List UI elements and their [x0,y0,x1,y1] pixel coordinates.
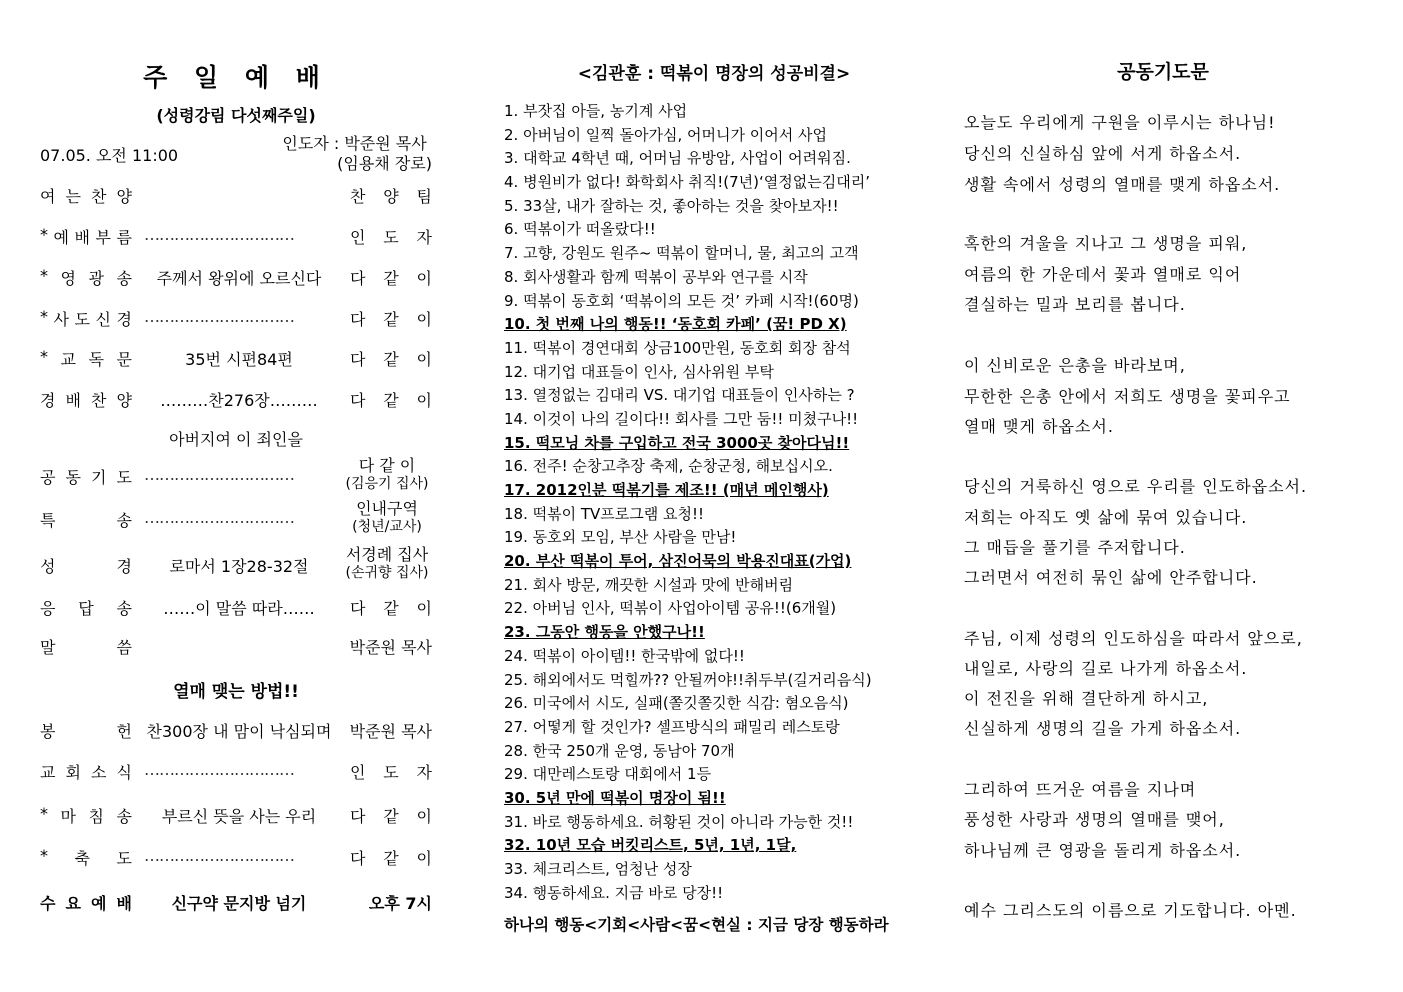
prayer-title: 공동기도문 [1117,61,1209,83]
prayer-line: 무한한 은총 안에서 저희도 생명을 꽃피우고 [964,387,1291,406]
story-item: 30. 5년 만에 떡볶이 명장이 됨!! [504,788,726,807]
order-person: 다 같 이 [350,807,432,826]
story-item: 27. 어떻게 할 것인가? 셀프방식의 패밀리 레스토랑 [504,717,840,736]
order-label: 여 는 찬 양 [40,187,132,206]
order-label: 응 답 송 [40,599,132,618]
story-item: 6. 떡볶이가 떠올랐다!! [504,220,656,239]
leader-dots: ………………………… [144,846,294,865]
story-item: 16. 전주! 순창고추장 축제, 순창군청, 해보십시오. [504,457,833,476]
prayer-line: 하나님께 큰 영광을 돌리게 하옵소서. [964,841,1242,860]
story-item: 19. 동호외 모임, 부산 사람을 만남! [504,528,737,547]
story-item: 10. 첫 번째 나의 행동!! ‘동호회 카페’ (꿈! PD X) [504,315,847,334]
order-row [40,456,432,492]
order-row [40,596,432,622]
order-person-main: 다 같 이 [358,456,416,475]
story-item: 25. 해외에서도 먹힐까?? 안될꺼야!!취두부(길거리음식) [504,670,872,689]
story-item: 18. 떡볶이 TV프로그램 요청!! [504,504,705,523]
leader-sub: (임용채 장로) [337,154,432,173]
order-row [40,499,432,535]
order-label: * 마 침 송 [40,804,132,826]
wednesday-service-row [40,891,432,917]
wednesday-topic: 신구약 문지방 넘기 [171,894,307,913]
story-item: 3. 대학교 4학년 때, 어머님 유방암, 사업이 어려워짐. [504,149,851,168]
leader-dots: ………………………… [144,760,294,779]
order-person: 다 같 이 [350,310,432,329]
story-item: 4. 병원비가 없다! 화학회사 취직!(7년)‘열정없는김대리’ [504,173,870,192]
story-item: 24. 떡볶이 아이템!! 한국밖에 없다!! [504,646,745,665]
order-row [40,635,432,661]
order-person: 찬 양 팀 [350,187,432,206]
order-person [342,500,432,536]
leader-dots: ………………………… [144,508,294,527]
order-label: 성 경 [40,557,132,576]
story-item: 15. 떡모닝 차를 구입하고 전국 3000곳 찾아다님!! [504,433,850,452]
order-content: 로마서 1장28-32절 [169,557,309,576]
story-item: 23. 그동안 행동을 안했구나!! [504,623,705,642]
story-item: 14. 이것이 나의 길이다!! 회사를 그만 둠!! 미쳤구나!! [504,409,859,428]
order-person: 인 도 자 [350,763,432,782]
order-content: ……이 말씀 따라…… [163,599,315,618]
story-item: 31. 바로 행동하세요. 허황된 것이 아니라 가능한 것!! [504,812,854,831]
worship-date: 07.05. 오전 11:00 [40,146,179,165]
order-row [40,846,432,872]
story-item: 2. 아버님이 일찍 돌아가심, 어머니가 이어서 사업 [504,125,827,144]
prayer-line: 예수 그리스도의 이름으로 기도합니다. 아멘. [964,901,1297,920]
story-item: 8. 회사생활과 함께 떡볶이 공부와 연구를 시작 [504,267,808,286]
prayer-line: 신실하게 생명의 길을 가게 하옵소서. [964,719,1242,738]
story-title: <김관훈 : 떡볶이 명장의 성공비결> [577,64,851,84]
story-item: 7. 고향, 강원도 원주~ 떡볶이 할머니, 물, 최고의 고객 [504,244,859,263]
order-content: ………찬276장……… [160,391,318,410]
story-item: 34. 행동하세요. 지금 바로 당장!! [504,883,724,902]
prayer-line: 열매 맺게 하옵소서. [964,417,1114,436]
order-label: 공 동 기 도 [40,468,132,487]
order-row [40,347,432,373]
order-person: 박준원 목사 [349,638,432,657]
order-content: 35번 시편84편 [185,350,293,369]
order-row [40,184,432,210]
prayer-line: 혹한의 겨울을 지나고 그 생명을 피워, [964,234,1248,253]
story-item: 13. 열정없는 김대리 VS. 대기업 대표들이 인사하는 ? [504,386,855,405]
worship-leader [277,134,432,174]
prayer-line: 그러면서 여전히 묶인 삶에 안주합니다. [964,568,1258,587]
order-person: 박준원 목사 [349,722,432,741]
story-item: 22. 아버님 인사, 떡볶이 사업아이템 공유!!(6개월) [504,599,837,618]
order-person-sub: (김응기 집사) [345,476,429,492]
prayer-line: 당신의 신실하심 앞에 서게 하옵소서. [964,144,1242,163]
order-label: * 사 도 신 경 [40,307,132,329]
leader-dots: ………………………… [144,307,294,326]
story-item: 32. 10년 모습 버킷리스트, 5년, 1년, 1달, [504,836,797,855]
order-person: 다 같 이 [350,391,432,410]
story-item: 29. 대만레스토랑 대회에서 1등 [504,765,712,784]
order-person: 다 같 이 [350,269,432,288]
order-person-sub: (손귀향 집사) [345,565,429,581]
prayer-line: 내일로, 사랑의 길로 나가게 하옵소서. [964,659,1248,678]
order-content: 부르신 뜻을 사는 우리 [161,807,317,826]
order-person: 다 같 이 [350,599,432,618]
prayer-line: 생활 속에서 성령의 열매를 맺게 하옵소서. [964,175,1281,194]
wednesday-time: 오후 7시 [368,894,432,913]
wednesday-label: 수 요 예 배 [40,894,132,913]
order-label: 특 송 [40,511,132,530]
order-person: 인 도 자 [350,228,432,247]
story-item: 26. 미국에서 시도, 실패(쫄깃쫄깃한 식감: 혐오음식) [504,694,849,713]
story-item: 1. 부잣집 아들, 농기계 사업 [504,102,688,120]
order-label: * 교 독 문 [40,347,132,369]
story-item: 17. 2012인분 떡볶기를 제조!! (매년 메인행사) [504,481,829,499]
order-row [40,388,432,414]
prayer-line: 저희는 아직도 옛 삶에 묶여 있습니다. [964,508,1248,527]
prayer-line: 주님, 이제 성령의 인도하심을 따라서 앞으로, [964,629,1303,648]
order-content: 주께서 왕위에 오르신다 [156,269,322,288]
order-person [342,546,432,582]
story-item: 28. 한국 250개 운영, 동남아 70개 [504,741,735,760]
leader-label: 인도자 : 박준원 목사 [282,134,427,153]
order-label: * 영 광 송 [40,266,132,288]
story-list [504,100,872,905]
order-row [40,545,432,581]
order-row [40,225,432,251]
leader-dots: ………………………… [144,465,294,484]
prayer-line: 여름의 한 가운데서 꽃과 열매로 익어 [964,265,1242,284]
story-item: 12. 대기업 대표들이 인사, 심사위원 부탁 [504,362,774,381]
order-label: 말 씀 [40,638,132,657]
order-label: * 축 도 [40,846,132,868]
order-person: 다 같 이 [350,849,432,868]
order-label: 봉 헌 [40,722,132,741]
prayer-line: 이 전진을 위해 결단하게 하시고, [964,689,1209,708]
prayer-line: 그리하여 뜨거운 여름을 지나며 [964,780,1197,799]
order-person-main: 인내구역 [356,499,418,518]
order-label: 경 배 찬 양 [40,391,132,410]
order-person [342,457,432,493]
praise-song-title: 아버지여 이 죄인을 [169,430,303,449]
worship-subtitle: (성령강림 다섯째주일) [156,106,316,125]
story-footer: 하나의 행동<기회<사람<꿈<현실 : 지금 당장 행동하라 [504,916,889,934]
order-row [40,719,432,745]
order-label: 교 회 소 식 [40,763,132,782]
order-person-sub: (청년/교사) [352,519,422,535]
prayer-line: 오늘도 우리에게 구원을 이루시는 하나님! [964,113,1276,132]
story-item: 21. 회사 방문, 깨끗한 시설과 맛에 반해버림 [504,575,794,594]
order-row [40,307,432,333]
prayer-line: 결실하는 밀과 보리를 봅니다. [964,295,1186,314]
story-item: 11. 떡볶이 경연대회 상금100만원, 동호회 회장 참석 [504,338,851,357]
order-label: * 예 배 부 름 [40,225,132,247]
prayer-line: 이 신비로운 은총을 바라보며, [964,356,1186,375]
prayer-line: 당신의 거룩하신 영으로 우리를 인도하옵소서. [964,477,1308,496]
order-row [40,804,432,830]
order-row [40,266,432,292]
story-item: 20. 부산 떡볶이 투어, 삼진어묵의 박용진대표(가업) [504,552,852,571]
leader-dots: ………………………… [144,225,294,244]
order-person-main: 서경례 집사 [345,545,429,564]
story-item: 5. 33살, 내가 잘하는 것, 좋아하는 것을 찾아보자!! [504,196,839,215]
story-item: 33. 체크리스트, 엄청난 성장 [504,860,692,878]
story-item: 9. 떡볶이 동호회 ‘떡볶이의 모든 것’ 카페 시작!(60명) [504,291,859,310]
order-content: 찬300장 내 맘이 낙심되며 [146,722,332,741]
order-person: 다 같 이 [350,350,432,369]
worship-title: 주 일 예 배 [143,63,329,92]
order-row [40,760,432,786]
sermon-title: 열매 맺는 방법!! [173,682,299,702]
prayer-line: 그 매듭을 풀기를 주저합니다. [964,538,1186,557]
prayer-line: 풍성한 사랑과 생명의 열매를 맺어, [964,810,1225,829]
